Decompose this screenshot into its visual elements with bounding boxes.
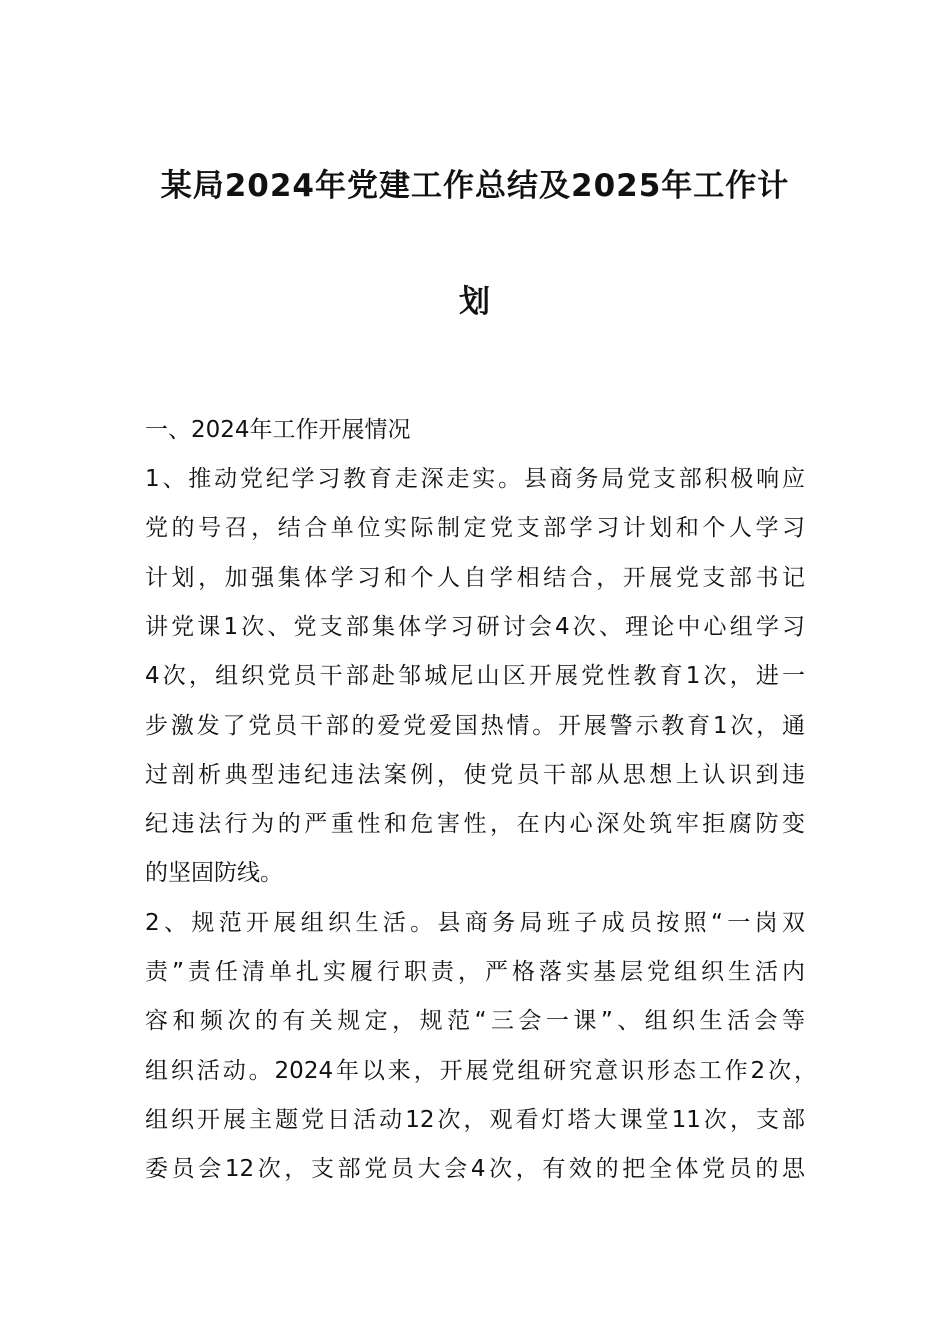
paragraph-line: 责”责任清单扎实履行职责，严格落实基层党组织生活内 <box>145 959 805 985</box>
paragraph-line: 过剖析典型违纪违法案例，使党员干部从思想上认识到违 <box>145 761 805 788</box>
paragraph-line: 容和频次的有关规定，规范“三会一课”、组织生活会等 <box>145 1008 805 1035</box>
document-title-line-2: 划 <box>459 284 491 320</box>
paragraph-line: 2、规范开展组织生活。县商务局班子成员按照“一岗双 <box>145 909 805 936</box>
document-title-line-1: 某局2024年党建工作总结及2025年工作计 <box>160 168 790 204</box>
paragraph-line: 委员会12次，支部党员大会4次，有效的把全体党员的思 <box>145 1156 805 1183</box>
paragraph-line: 计划，加强集体学习和个人自学相结合，开展党支部书记 <box>145 564 805 591</box>
paragraph-line: 1、推动党纪学习教育走深走实。县商务局党支部积极响应 <box>145 466 805 492</box>
paragraph-line: 4次，组织党员干部赴邹城尼山区开展党性教育1次，进一 <box>145 663 805 690</box>
paragraph-line: 党的号召，结合单位实际制定党支部学习计划和个人学习 <box>145 515 805 542</box>
paragraph-line: 组织活动。2024年以来，开展党组研究意识形态工作2次， <box>145 1057 817 1084</box>
section-heading: 一、2024年工作开展情况 <box>145 417 411 443</box>
paragraph-line: 的坚固防线。 <box>145 860 283 887</box>
paragraph-line: 纪违法行为的严重性和危害性，在内心深处筑牢拒腐防变 <box>145 811 805 838</box>
paragraph-line: 组织开展主题党日活动12次，观看灯塔大课堂11次，支部 <box>145 1106 805 1133</box>
paragraph-line: 讲党课1次、党支部集体学习研讨会4次、理论中心组学习 <box>145 613 805 640</box>
paragraph-line: 步激发了党员干部的爱党爱国热情。开展警示教育1次，通 <box>145 712 805 739</box>
